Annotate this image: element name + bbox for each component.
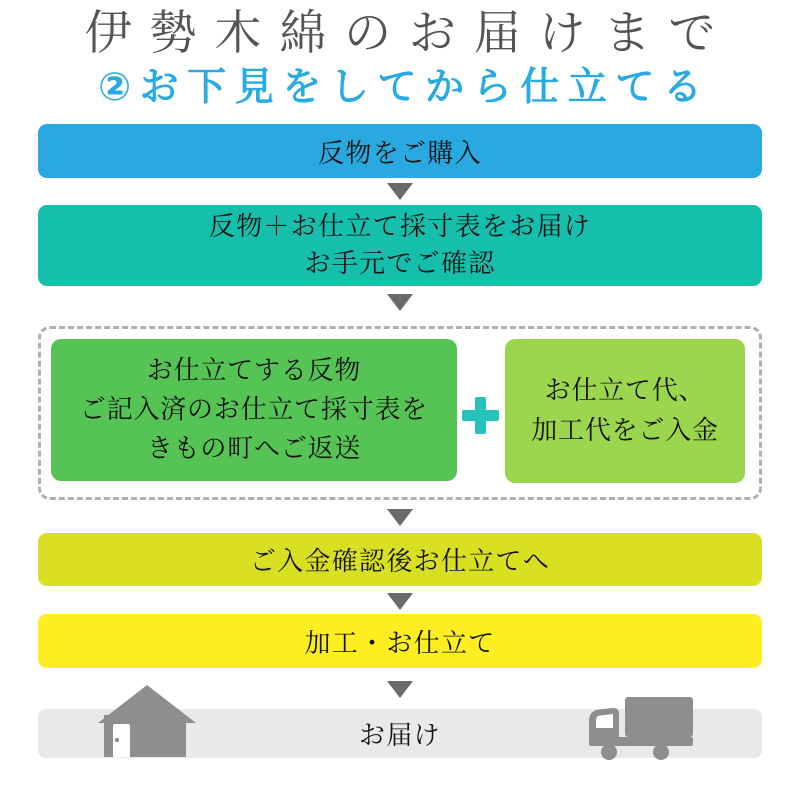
step-purchase-bar <box>38 124 762 178</box>
step-payment-box <box>505 339 745 483</box>
step-return-line1: お仕立てする反物 <box>146 355 362 386</box>
step-delivery-check-line2: お手元でご確認 <box>304 248 496 279</box>
plus-vertical-bar <box>475 397 486 434</box>
preview-step-group <box>38 326 762 500</box>
step-tailor-bar <box>38 614 762 668</box>
step-tailor-label: 加工・お仕立て <box>304 628 496 659</box>
step-confirm-bar <box>38 533 762 586</box>
plus-icon <box>462 397 499 434</box>
step-return-line3: きもの町へご返送 <box>146 433 362 464</box>
step-delivery-check-line1: 反物＋お仕立て採寸表をお届け <box>208 211 592 242</box>
step-payment-line2: 加工代をご入金 <box>531 416 719 446</box>
arrow-down-icon <box>387 681 413 698</box>
step-confirm-label: ご入金確認後お仕立てへ <box>249 547 551 577</box>
arrow-down-icon <box>387 509 413 526</box>
house-icon <box>98 685 196 757</box>
arrow-down-icon <box>387 183 413 200</box>
page-subtitle: ②お下見をしてから仕立てる <box>98 65 711 110</box>
step-return-line2: ご記入済のお仕立て採寸表を <box>79 394 429 425</box>
truck-icon <box>589 695 695 761</box>
step-return-box <box>51 339 457 481</box>
arrow-down-icon <box>387 593 413 610</box>
page-title: 伊勢木綿のお届けまで <box>84 6 734 61</box>
step-payment-line1: お仕立て代、 <box>544 376 706 406</box>
step-purchase-label: 反物をご購入 <box>318 138 482 169</box>
step-delivery-check-bar <box>38 205 762 286</box>
arrow-down-icon <box>387 294 413 311</box>
step-delivery-label: お届け <box>359 721 441 751</box>
